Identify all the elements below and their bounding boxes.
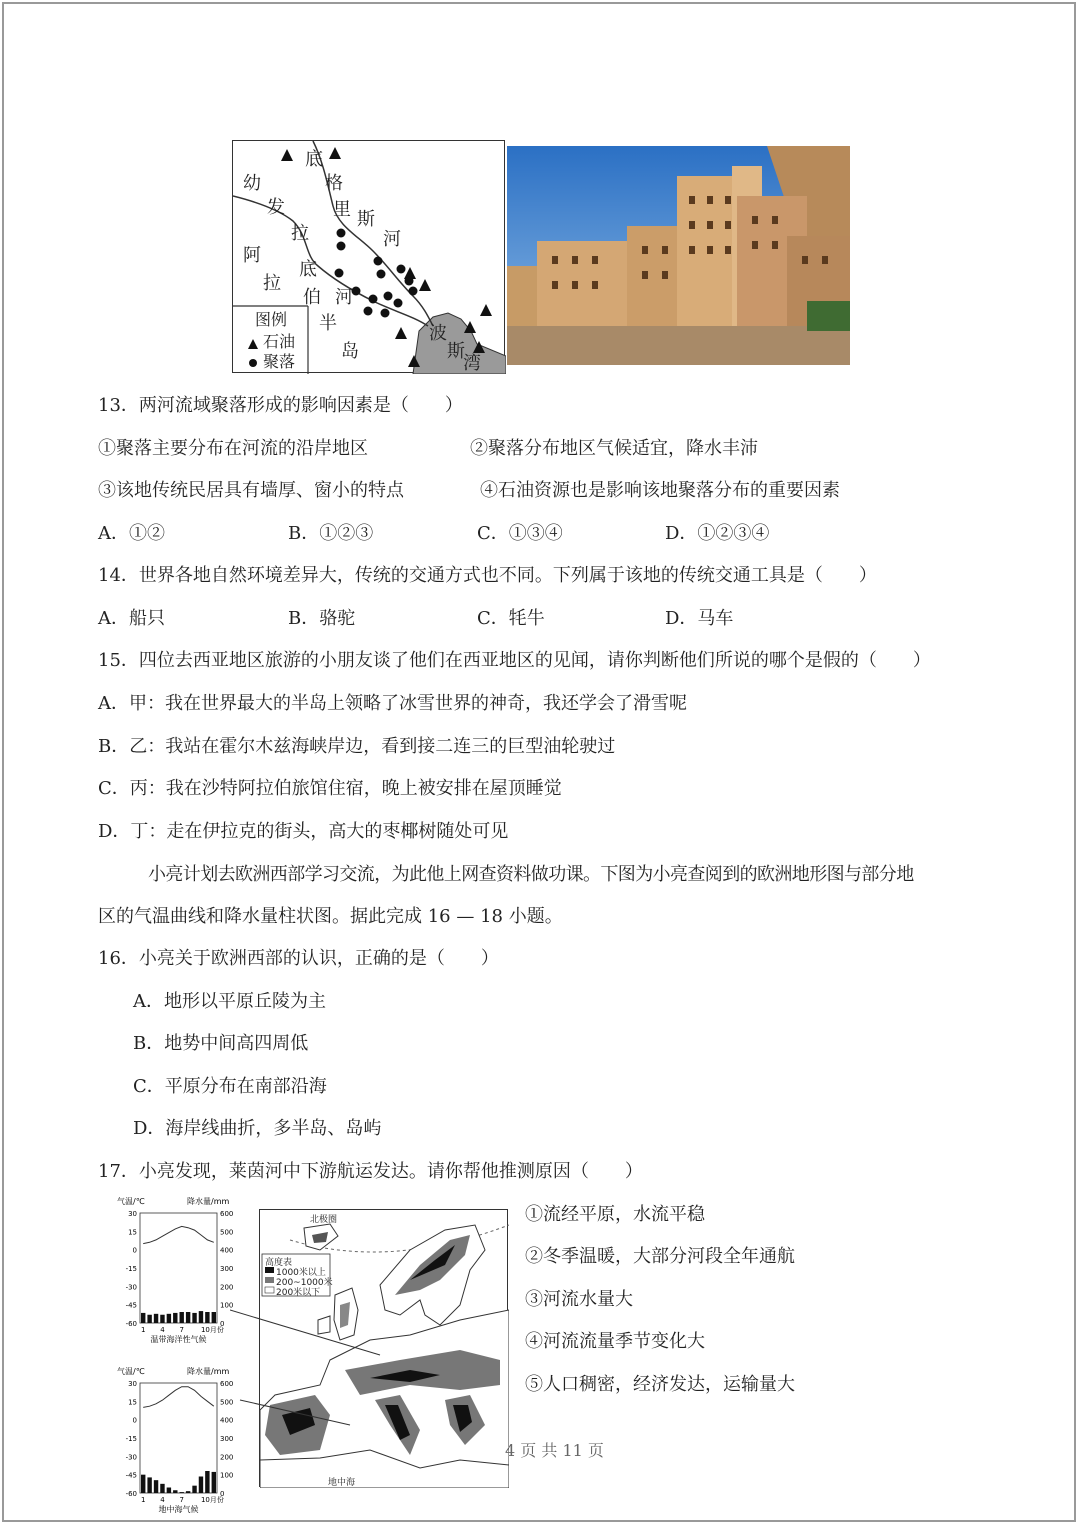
map2-legend-high: 1000米以上	[276, 1268, 326, 1278]
q13-option-b[interactable]: B．①②③	[288, 523, 374, 544]
precip-bar	[205, 1471, 209, 1493]
precip-bar	[154, 1314, 158, 1323]
q15-option-d[interactable]: D．丁：走在伊拉克的街头，高大的枣椰树随处可见	[98, 821, 509, 842]
label-tigris-1: 底	[305, 149, 323, 170]
q13-stem: 13．两河流域聚落形成的影响因素是（ ）	[98, 395, 463, 416]
q13-statement-2: ②聚落分布地区气候适宜，降水丰沛	[470, 438, 758, 459]
precip-bar	[173, 1490, 177, 1493]
q15-option-a[interactable]: A．甲：我在世界最大的半岛上领略了冰雪世界的神奇，我还学会了滑雪呢	[98, 693, 687, 714]
y-right-tick: 200	[220, 1283, 234, 1292]
precip-bar	[180, 1312, 184, 1323]
precip-bar	[147, 1315, 151, 1323]
x-tick: 4	[160, 1326, 165, 1334]
intro-line-1: 小亮计划去欧洲西部学习交流，为此他上网查资料做功课。下图为小亮查阅到的欧洲地形图与部分地	[148, 864, 914, 885]
map2-sea-label: 地中海	[328, 1478, 356, 1488]
label-euphrates-4: 底	[299, 259, 317, 280]
x-tick: 10月份	[200, 1326, 224, 1334]
x-tick: 4	[160, 1496, 165, 1504]
q13-option-a[interactable]: A．①②	[98, 523, 165, 544]
oil-marker	[329, 147, 341, 159]
y-right-tick: 300	[220, 1265, 234, 1273]
label-tigris-2: 格	[325, 173, 343, 194]
q14-stem: 14．世界各地自然环境差异大，传统的交通方式也不同。下列属于该地的传统交通工具是（ ）	[98, 565, 877, 586]
precip-bar	[154, 1480, 158, 1493]
precip-bar	[167, 1314, 171, 1323]
y-left-tick: 0	[132, 1416, 137, 1425]
page-number: 4 页 共 11 页	[505, 1441, 604, 1460]
precip-bar	[192, 1486, 196, 1493]
label-euphrates-2: 发	[267, 197, 285, 218]
label-arabia-1: 阿	[243, 245, 261, 266]
y-right-tick: 0	[220, 1490, 225, 1498]
y-left-tick: -60	[125, 1490, 137, 1498]
q17-statement-2: ②冬季温暖，大部分河段全年通航	[525, 1246, 795, 1267]
oil-marker	[480, 304, 492, 316]
y-left-tick: -45	[125, 1301, 137, 1310]
q16-stem: 16．小亮关于欧洲西部的认识，正确的是（ ）	[98, 948, 499, 969]
climate-chart-mediterranean	[115, 1365, 245, 1520]
legend-title: 图例	[255, 310, 288, 329]
q15-option-b[interactable]: B．乙：我站在霍尔木兹海峡岸边，看到接二连三的巨型油轮驶过	[98, 736, 616, 757]
y-left-tick: 30	[128, 1380, 137, 1388]
q16-option-a[interactable]: A．地形以平原丘陵为主	[133, 991, 326, 1012]
label-arabia-2: 拉	[263, 273, 281, 294]
precip-bar	[186, 1312, 190, 1323]
y-left-tick: -60	[125, 1320, 137, 1328]
label-euphrates-1: 幼	[243, 173, 261, 194]
y-left-tick: -30	[125, 1283, 137, 1292]
y-right-tick: 100	[220, 1301, 234, 1310]
y-left-tick: 0	[132, 1246, 137, 1255]
y-left-label: 气温/℃	[117, 1197, 145, 1206]
q13-option-d[interactable]: D．①②③④	[665, 523, 770, 544]
map2-legend-title: 高度表	[265, 1258, 293, 1268]
label-gulf-1: 波	[429, 323, 447, 344]
legend-oil: 石油	[263, 332, 296, 351]
q17-statement-1: ①流经平原，水流平稳	[525, 1204, 705, 1225]
precip-bar	[141, 1313, 145, 1323]
label-arabia-3: 伯	[303, 287, 321, 308]
y-left-tick: -15	[125, 1265, 137, 1273]
y-right-tick: 600	[220, 1380, 234, 1388]
legend-settlement: 聚落	[263, 352, 296, 371]
temperature-line	[143, 1387, 214, 1408]
x-tick: 7	[179, 1326, 184, 1334]
y-left-tick: 15	[128, 1228, 137, 1237]
label-tigris-4: 斯	[357, 209, 375, 230]
q15-option-c[interactable]: C．丙：我在沙特阿拉伯旅馆住宿，晚上被安排在屋顶睡觉	[98, 778, 562, 799]
y-right-tick: 500	[220, 1228, 234, 1237]
q16-option-b[interactable]: B．地势中间高四周低	[133, 1033, 309, 1054]
q13-statement-1: ①聚落主要分布在河流的沿岸地区	[98, 438, 368, 459]
label-gulf-3: 湾	[463, 353, 481, 374]
map2-legend-mid: 200~1000米	[276, 1278, 333, 1288]
x-tick: 1	[140, 1496, 146, 1504]
y-right-tick: 100	[220, 1471, 234, 1480]
label-tigris-5: 河	[383, 229, 401, 250]
y-left-tick: -30	[125, 1453, 137, 1462]
y-right-tick: 400	[220, 1246, 234, 1255]
label-tigris-3: 里	[333, 199, 351, 220]
label-euphrates-5: 河	[335, 287, 353, 308]
oil-marker	[281, 149, 293, 161]
temperature-line	[143, 1226, 214, 1243]
q14-option-a[interactable]: A．船只	[98, 608, 165, 629]
q14-option-c[interactable]: C．牦牛	[477, 608, 545, 629]
y-left-label: 气温/℃	[117, 1367, 145, 1376]
y-right-label: 降水量/mm	[187, 1367, 230, 1376]
y-right-tick: 0	[220, 1320, 225, 1328]
yemen-architecture-photo	[507, 146, 850, 365]
plot-frame	[140, 1213, 217, 1323]
q17-statement-3: ③河流水量大	[525, 1289, 633, 1310]
q14-option-b[interactable]: B．骆驼	[288, 608, 356, 629]
precip-bar	[160, 1484, 164, 1493]
y-right-tick: 600	[220, 1210, 234, 1218]
y-right-label: 降水量/mm	[187, 1197, 230, 1206]
chart-connectors	[230, 1300, 390, 1430]
oil-marker	[395, 327, 407, 339]
precip-bar	[199, 1311, 203, 1323]
q15-stem: 15．四位去西亚地区旅游的小朋友谈了他们在西亚地区的见闻，请你判断他们所说的哪个是假的（ ）	[98, 650, 931, 671]
y-right-tick: 400	[220, 1416, 234, 1425]
precip-bar	[192, 1313, 196, 1323]
label-arabia-5: 岛	[341, 341, 359, 362]
precip-bar	[199, 1477, 203, 1494]
label-arabia-4: 半	[319, 313, 337, 334]
precip-bar	[141, 1475, 145, 1493]
precip-bar	[160, 1315, 164, 1323]
precip-bar	[147, 1477, 151, 1493]
q13-statement-4: ④石油资源也是影响该地聚落分布的重要因素	[480, 480, 840, 501]
y-left-tick: -15	[125, 1435, 137, 1443]
q14-option-d[interactable]: D．马车	[665, 608, 734, 629]
intro-line-2: 区的气温曲线和降水量柱状图。据此完成 16 — 18 小题。	[98, 906, 563, 927]
precip-bar	[205, 1312, 209, 1323]
precip-bar	[180, 1492, 184, 1493]
climate-chart-oceanic	[115, 1195, 245, 1350]
chart-title: 地中海气候	[158, 1505, 199, 1514]
label-euphrates-3: 拉	[291, 223, 309, 244]
x-tick: 1	[140, 1326, 146, 1334]
oil-marker	[419, 279, 431, 291]
y-left-tick: 30	[128, 1210, 137, 1218]
q13-statement-3: ③该地传统民居具有墙厚、窗小的特点	[98, 480, 404, 501]
y-right-tick: 500	[220, 1398, 234, 1407]
q16-option-c[interactable]: C．平原分布在南部沿海	[133, 1076, 327, 1097]
q16-option-d[interactable]: D．海岸线曲折，多半岛、岛屿	[133, 1118, 382, 1139]
y-right-tick: 300	[220, 1435, 234, 1443]
q17-statement-5: ⑤人口稠密，经济发达，运输量大	[525, 1374, 795, 1395]
precip-bar	[173, 1313, 177, 1323]
precip-bar	[186, 1491, 190, 1493]
x-tick: 7	[179, 1496, 184, 1504]
precip-bar	[167, 1488, 171, 1494]
mesopotamia-map	[232, 140, 505, 373]
q17-stem: 17．小亮发现，莱茵河中下游航运发达。请你帮他推测原因（ ）	[98, 1161, 643, 1182]
x-tick: 10月份	[200, 1496, 224, 1504]
precip-bar	[212, 1472, 216, 1493]
label-gulf-2: 斯	[447, 341, 465, 362]
y-right-tick: 200	[220, 1453, 234, 1462]
precip-bar	[212, 1312, 216, 1323]
chart-title: 温带海洋性气候	[150, 1335, 207, 1344]
q17-statement-4: ④河流流量季节变化大	[525, 1331, 705, 1352]
map2-arctic-circle: 北极圈	[310, 1215, 338, 1225]
y-left-tick: 15	[128, 1398, 137, 1407]
map2-legend-low: 200米以下	[276, 1288, 321, 1298]
q13-option-c[interactable]: C．①③④	[477, 523, 563, 544]
y-left-tick: -45	[125, 1471, 137, 1480]
